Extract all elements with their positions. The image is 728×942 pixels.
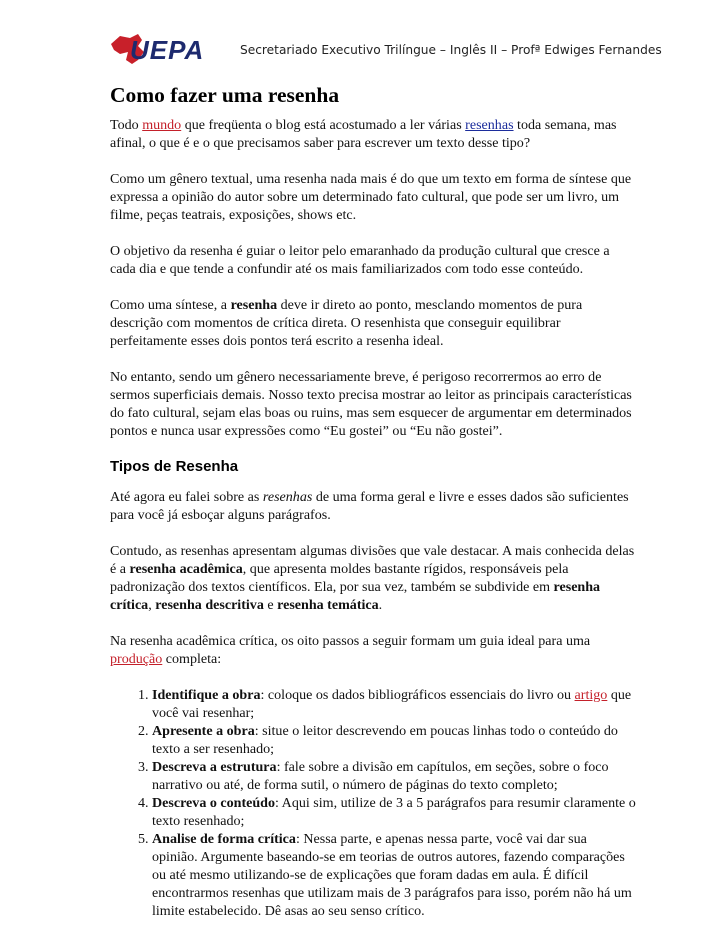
step-title: Descreva o conteúdo xyxy=(152,795,276,811)
text: : coloque os dados bibliográficos essenciais do livro ou xyxy=(260,687,575,703)
document-body xyxy=(110,82,636,920)
text: : Aqui sim, utilize de 3 a 5 parágrafos para resumir claramente o texto resenhado; xyxy=(152,795,636,829)
paragraph-7 xyxy=(110,542,636,614)
step-title: Descreva a estrutura xyxy=(152,759,277,775)
text: toda semana, mas afinal, o que é e o que precisamos saber para escrever um texto desse tipo? xyxy=(110,117,617,151)
text: Contudo, as resenhas apresentam algumas divisões que vale destacar. A mais conhecida delas é a xyxy=(110,543,635,577)
document-title: Como fazer uma resenha xyxy=(110,83,340,107)
link-producao[interactable]: produção xyxy=(110,651,163,667)
header-title: Secretariado Executivo Trilíngue – Inglês II – Profª Edwiges Fernandes xyxy=(240,43,662,57)
text: Na resenha acadêmica crítica, os oito passos a seguir formam um guia ideal para uma xyxy=(110,633,591,649)
text: , xyxy=(148,597,156,613)
text: completa: xyxy=(162,651,222,667)
link-mundo[interactable]: mundo xyxy=(142,117,182,133)
text: Todo xyxy=(110,117,143,133)
paragraph-2: Como um gênero textual, uma resenha nada mais é do que um texto em forma de síntese que expressa a opinião do autor sobre um determinado fato cultural, que pode ser um livro, um filme, peças teatrais, exposições, shows etc. xyxy=(110,171,632,223)
list-item xyxy=(152,686,636,722)
bold-term: resenha crítica xyxy=(110,579,601,613)
text: , que apresenta moldes bastante rígidos, responsáveis pela padronização dos textos científicos. Ela, por sua vez, também se subdivide em xyxy=(110,561,569,595)
text: . xyxy=(378,597,383,613)
step-title: Analise de forma crítica xyxy=(152,831,296,847)
step-title: Apresente a obra xyxy=(152,723,255,739)
paragraph-3: O objetivo da resenha é guiar o leitor pelo emaranhado da produção cultural que cresce a cada dia e que tende a confundir até os mais familiarizados com todo esse conteúdo. xyxy=(110,243,610,277)
paragraph-6 xyxy=(110,488,636,524)
paragraph-8 xyxy=(110,632,636,668)
section-title: Tipos de Resenha xyxy=(110,458,239,475)
text: e xyxy=(263,597,278,613)
text: deve ir direto ao ponto, mesclando momentos de pura descrição com momentos de crítica direta. O resenhista que conseguir equilibrar perfeitamente esses dois pontos terá escrito a resenha ideal. xyxy=(110,297,583,349)
paragraph-5: No entanto, sendo um gênero necessariamente breve, é perigoso recorrermos ao erro de sermos superficiais demais. Nosso texto precisa mostrar ao leitor as principais características do fato cultural, sejam elas boas ou ruins, mas sem esquecer de argumentar em determinados pontos e nunca usar expressões como “Eu gostei” ou “Eu não gostei”. xyxy=(110,369,632,439)
bold-term: resenha acadêmica xyxy=(129,561,243,577)
bold-term: resenha descritiva xyxy=(155,597,264,613)
step-title: Identifique a obra xyxy=(152,687,261,703)
list-item xyxy=(152,722,636,758)
text: que freqüenta o blog está acostumado a ler várias xyxy=(181,117,466,133)
list-item xyxy=(152,758,636,794)
bold-term: resenha temática xyxy=(277,597,379,613)
link-artigo[interactable]: artigo xyxy=(574,687,608,703)
paragraph-1 xyxy=(110,116,636,152)
italic-term: resenhas xyxy=(262,489,313,505)
link-resenhas[interactable]: resenhas xyxy=(465,117,514,133)
text: : situe o leitor descrevendo em poucas linhas todo o conteúdo do texto a ser resenhado; xyxy=(152,723,618,757)
page-header xyxy=(108,30,662,70)
text: Até agora eu falei sobre as xyxy=(110,489,263,505)
text: de uma forma geral e livre e esses dados são suficientes para você já esboçar alguns parágrafos. xyxy=(110,489,629,523)
text: que você vai resenhar; xyxy=(152,687,632,721)
text: : Nessa parte, e apenas nessa parte, você vai dar sua opinião. Argumente baseando-se em teorias de outros autores, fazendo comparações ou até mesmo utilizando-se de explicações que foram dadas em aula. É difícil encontrarmos resenhas que utilizam mais de 3 parágrafos para isso, porém não há um limite estabelecido. Dê asas ao seu senso crítico. xyxy=(152,831,632,919)
logo-text: UEPA xyxy=(130,35,205,65)
text: : fale sobre a divisão em capítulos, em seções, sobre o foco narrativo ou até, de forma sutil, o número de páginas do texto completo; xyxy=(152,759,609,793)
steps-list xyxy=(110,686,636,920)
text: Como uma síntese, a xyxy=(110,297,231,313)
list-item xyxy=(152,830,636,920)
list-item xyxy=(152,794,636,830)
uepa-logo xyxy=(108,30,218,68)
paragraph-4 xyxy=(110,296,636,350)
bold-term: resenha xyxy=(230,297,278,313)
